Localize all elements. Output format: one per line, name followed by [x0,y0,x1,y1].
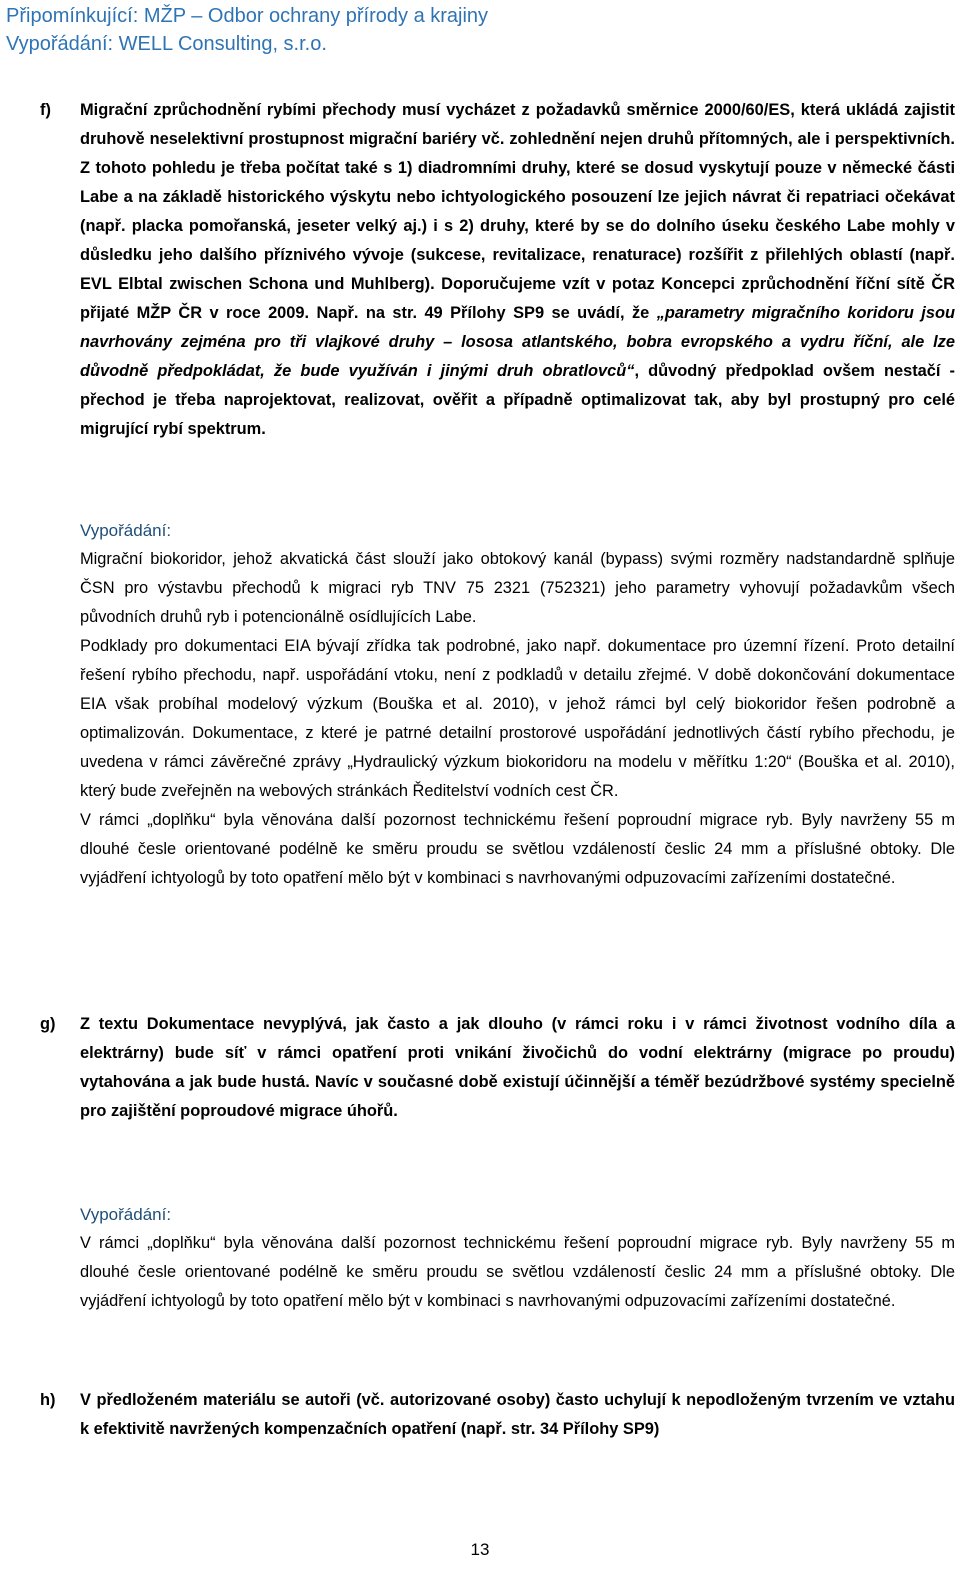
item-text-quote: „parametry migračního koridoru jsou navrhovány zejména pro tři vlajkové druhy – lososa atlantského, bobra evropského a vydru říční, ale lze důvodně předpokládat, že bude využíván i jinými druh obratlovců“ [80,304,955,380]
item-text-part2: , důvodný předpoklad ovšem nestačí - přechod je třeba naprojektovat, realizovat, ověřit a případně optimalizovat tak, aby byl prostupný pro celé migrující rybí spektrum. [80,362,955,438]
header-commenter: Připomínkující: MŽP – Odbor ochrany přírody a krajiny [6,5,489,27]
item-letter: f) [40,101,51,119]
comment-item-g [40,1010,955,1126]
item-text: Z textu Dokumentace nevyplývá, jak často a jak dlouho (v rámci roku i v rámci životnost vodního díla a elektrárny) bude síť v rámci opatření proti vnikání živočichů do vodní elektrárny (migrace po proudu) vytahována a jak bude hustá. Navíc v současné době existují účinnější a téměř bezúdržbové systémy specielně pro zajištění poproudové migrace úhořů. [80,1015,955,1120]
header-resolver: Vypořádání: WELL Consulting, s.r.o. [6,33,327,55]
comment-item-f [40,96,955,444]
response-paragraph: Podklady pro dokumentaci EIA bývají zřídka tak podrobné, jako např. dokumentace pro územní řízení. Proto detailní řešení rybího přechodu, např. uspořádání vtoku, není z podkladů v detailu zřejmé. V době dokončování dokumentace EIA však probíhal modelový výzkum (Bouška et al. 2010), v jehož rámci byl celý biokoridor řešen podrobně a optimalizován. Dokumentace, z které je patrné detailní prostorové uspořádání jednotlivých částí rybího přechodu, je uvedena v rámci závěrečné zprávy „Hydraulický výzkum biokoridoru na modelu v měřítku 1:20“ (Bouška et al. 2010), který bude zveřejněn na webových stránkách Ředitelství vodních cest ČR. [80,637,955,800]
response-paragraph: Migrační biokoridor, jehož akvatická část slouží jako obtokový kanál (bypass) svými rozměry nadstandardně splňuje ČSN pro výstavbu přechodů k migraci ryb TNV 75 2321 (752321) jeho parametry vyhovují požadavkům všech původních druhů ryb i potencionálně osídlujících Labe. [80,550,955,626]
response-paragraph: V rámci „doplňku“ byla věnována další pozornost technickému řešení poproudní migrace ryb. Byly navrženy 55 m dlouhé česle orientované podélně ke směru proudu se světlou vzdáleností česlic 24 mm a příslušné obtoky. Dle vyjádření ichtyologů by toto opatření mělo být v kombinaci s navrhovanými odpuzovacími zařízeními dostatečné. [80,811,955,887]
item-letter: g) [40,1015,56,1033]
response-paragraph: V rámci „doplňku“ byla věnována další pozornost technickému řešení poproudní migrace ryb. Byly navrženy 55 m dlouhé česle orientované podélně ke směru proudu se světlou vzdáleností česlic 24 mm a příslušné obtoky. Dle vyjádření ichtyologů by toto opatření mělo být v kombinaci s navrhovanými odpuzovacími zařízeními dostatečné. [80,1234,955,1310]
item-text [80,96,955,444]
comment-item-h [40,1386,955,1444]
page-header [6,2,488,58]
response-g [80,1200,955,1316]
response-title: Vypořádání: [80,1205,172,1224]
response-title: Vypořádání: [80,521,172,540]
item-letter: h) [40,1391,56,1409]
response-f [80,516,955,893]
item-text-part1: Migrační zprůchodnění rybími přechody musí vycházet z požadavků směrnice 2000/60/ES, která ukládá zajistit druhově neselektivní prostupnost migrační bariéry vč. zohlednění nejen druhů přítomných, ale i perspektivních. Z tohoto pohledu je třeba počítat také s 1) diadromními druhy, které se dosud vyskytují pouze v německé části Labe a na základě historického výskytu nebo ichtyologického posouzení lze jejich návrat či repatriaci očekávat (např. placka pomořanská, jeseter velký aj.) i s 2) druhy, které by se do dolního úseku českého Labe mohly v důsledku jeho dalšího příznivého vývoje (sukcese, revitalizace, renaturace) rozšířit z přilehlých oblastí (např. EVL Elbtal zwischen Schona und Muhlberg). Doporučujeme vzít v potaz Koncepci zprůchodnění říční sítě ČR přijaté MŽP ČR v roce 2009. Např. na str. 49 Přílohy SP9 se uvádí, že [80,101,955,322]
page-number: 13 [470,1540,490,1559]
item-text: V předloženém materiálu se autoři (vč. autorizované osoby) často uchylují k nepodloženým tvrzením ve vztahu k efektivitě navržených kompenzačních opatření (např. str. 34 Přílohy SP9) [80,1391,955,1438]
